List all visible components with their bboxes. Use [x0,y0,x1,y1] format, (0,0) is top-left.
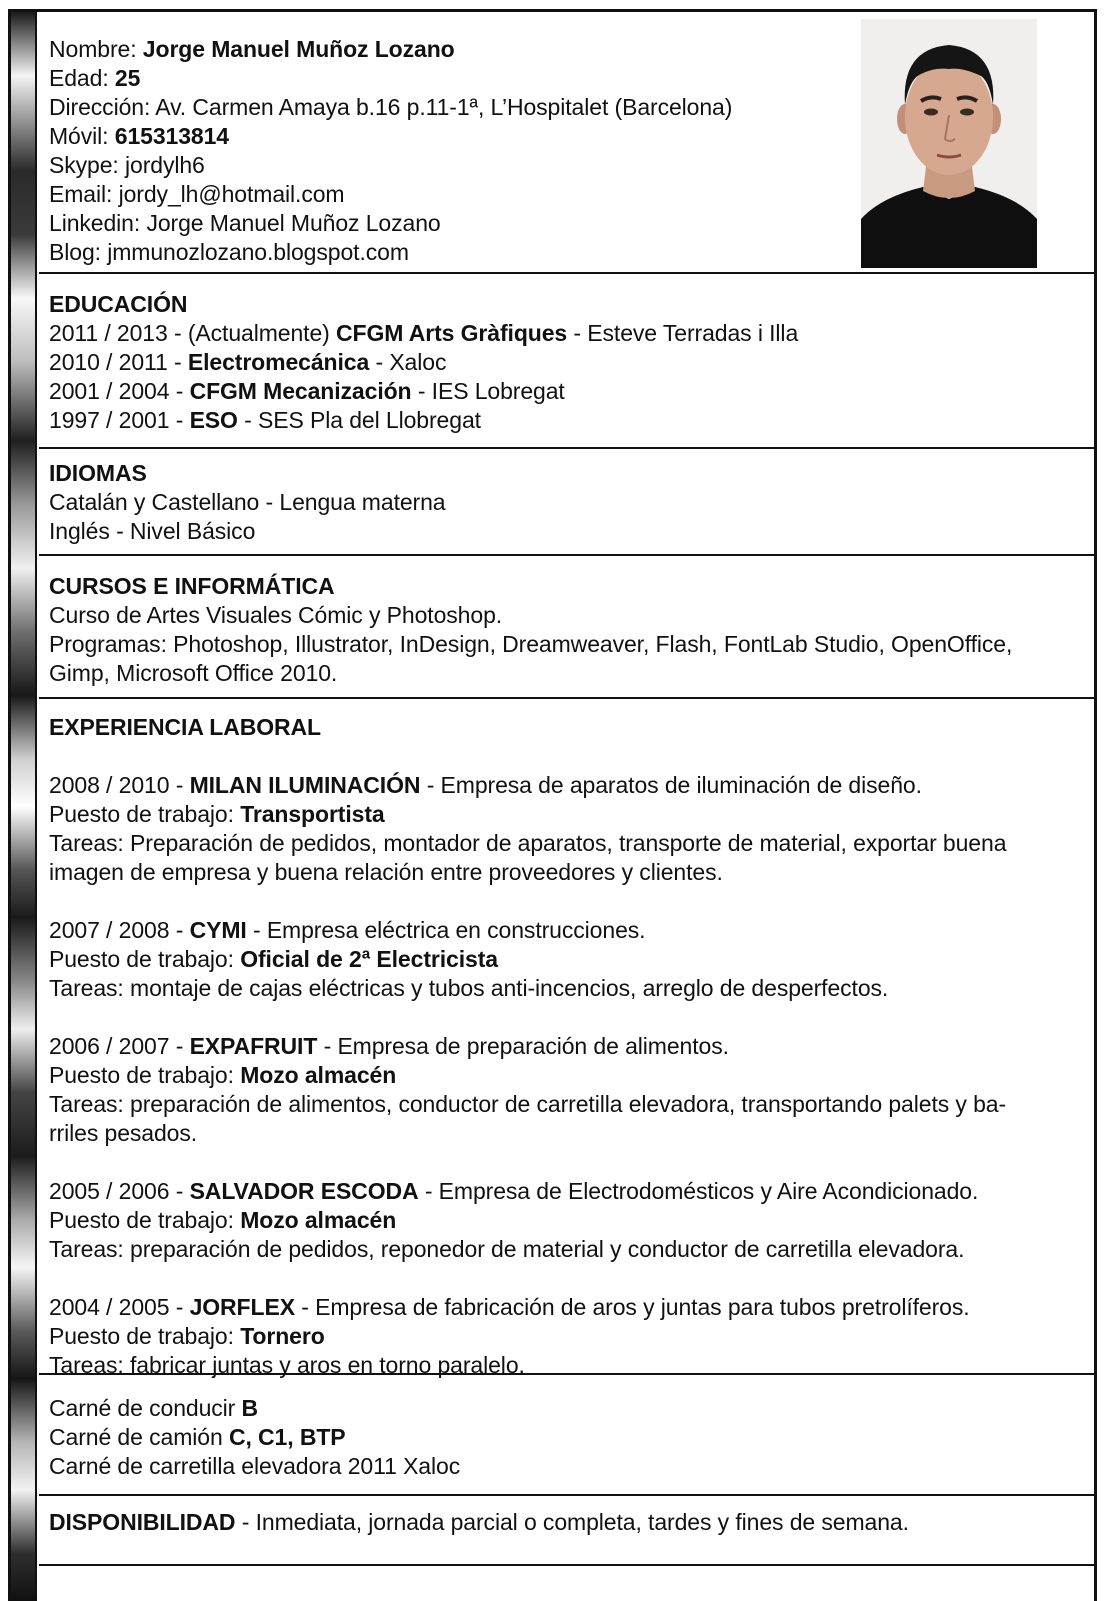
language-item: Inglés - Nivel Básico [49,518,256,544]
education-heading: EDUCACIÓN [49,291,188,317]
courses-line: Gimp, Microsoft Office 2010. [49,660,338,686]
education-item: 1997 / 2001 - ESO - SES Pla del Llobregat [49,407,481,433]
job-tasks-line: Tareas: montaje de cajas eléctricas y tubos anti-incencios, arreglo de desperfectos. [49,975,889,1001]
job-position-line: Puesto de trabajo: Mozo almacén [49,1062,397,1088]
experience-heading: EXPERIENCIA LABORAL [49,714,321,740]
licenses-section [39,1375,1094,1496]
job-entry [49,771,1084,887]
job-title-line: 2006 / 2007 - EXPAFRUIT - Empresa de preparación de alimentos. [49,1033,729,1059]
skype-line: Skype: jordylh6 [49,152,205,178]
availability-line: DISPONIBILIDAD - Inmediata, jornada parcial o completa, tardes y fines de semana. [49,1509,909,1535]
job-tasks-line: Tareas: Preparación de pedidos, montador de aparatos, transporte de material, exportar buena [49,830,1007,856]
blog-line: Blog: jmmunozlozano.blogspot.com [49,239,409,265]
job-tasks-line: Tareas: preparación de pedidos, reponedor de material y conductor de carretilla elevadora. [49,1236,965,1262]
job-entry [49,1177,1084,1264]
mobile-line: Móvil: 615313814 [49,123,229,149]
job-tasks-line: imagen de empresa y buena relación entre proveedores y clientes. [49,859,723,885]
job-tasks-line: rriles pesados. [49,1120,198,1146]
availability-section [39,1496,1094,1566]
address-line: Dirección: Av. Carmen Amaya b.16 p.11-1ª, L’Hospitalet (Barcelona) [49,94,733,120]
job-title-line: 2005 / 2006 - SALVADOR ESCODA - Empresa de Electrodomésticos y Aire Acondicionado. [49,1178,979,1204]
name-line: Nombre: Jorge Manuel Muñoz Lozano [49,36,455,62]
education-section [39,274,1094,449]
job-title-line: 2007 / 2008 - CYMI - Empresa eléctrica en construcciones. [49,917,646,943]
job-title-line: 2008 / 2010 - MILAN ILUMINACIÓN - Empresa de aparatos de iluminación de diseño. [49,772,922,798]
job-title-line: 2004 / 2005 - JORFLEX - Empresa de fabricación de aros y juntas para tubos pretrolíferos. [49,1294,970,1320]
education-item: 2001 / 2004 - CFGM Mecanización - IES Lobregat [49,378,565,404]
license-truck-line: Carné de camión C, C1, BTP [49,1424,346,1450]
job-tasks-line: Tareas: fabricar juntas y aros en torno paralelo. [49,1352,525,1378]
cv-content [39,12,1094,1601]
experience-section [39,699,1094,1378]
languages-section [39,449,1094,556]
decorative-gradient-bar [11,12,37,1601]
courses-line: Curso de Artes Visuales Cómic y Photoshop. [49,602,503,628]
education-item: 2011 / 2013 - (Actualmente) CFGM Arts Gràfiques - Esteve Terradas i Illa [49,320,799,346]
job-tasks-line: Tareas: preparación de alimentos, conductor de carretilla elevadora, transportando palets y ba- [49,1091,1007,1117]
job-position-line: Puesto de trabajo: Mozo almacén [49,1207,397,1233]
license-forklift-line: Carné de carretilla elevadora 2011 Xaloc [49,1453,461,1479]
cv-sheet [8,9,1097,1601]
languages-heading: IDIOMAS [49,460,147,486]
personal-section [39,12,1094,274]
job-entry [49,916,1084,1003]
license-car-line: Carné de conducir B [49,1395,259,1421]
courses-section [39,556,1094,699]
courses-heading: CURSOS E INFORMÁTICA [49,573,335,599]
job-position-line: Puesto de trabajo: Tornero [49,1323,325,1349]
job-position-line: Puesto de trabajo: Transportista [49,801,385,827]
job-entry [49,1032,1084,1148]
job-entry [49,1293,1084,1380]
linkedin-line: Linkedin: Jorge Manuel Muñoz Lozano [49,210,441,236]
courses-line: Programas: Photoshop, Illustrator, InDesign, Dreamweaver, Flash, FontLab Studio, OpenOffice, [49,631,1013,657]
language-item: Catalán y Castellano - Lengua materna [49,489,446,515]
profile-photo [861,19,1037,268]
age-line: Edad: 25 [49,65,141,91]
job-position-line: Puesto de trabajo: Oficial de 2ª Electricista [49,946,498,972]
email-line: Email: jordy_lh@hotmail.com [49,181,345,207]
education-item: 2010 / 2011 - Electromecánica - Xaloc [49,349,447,375]
